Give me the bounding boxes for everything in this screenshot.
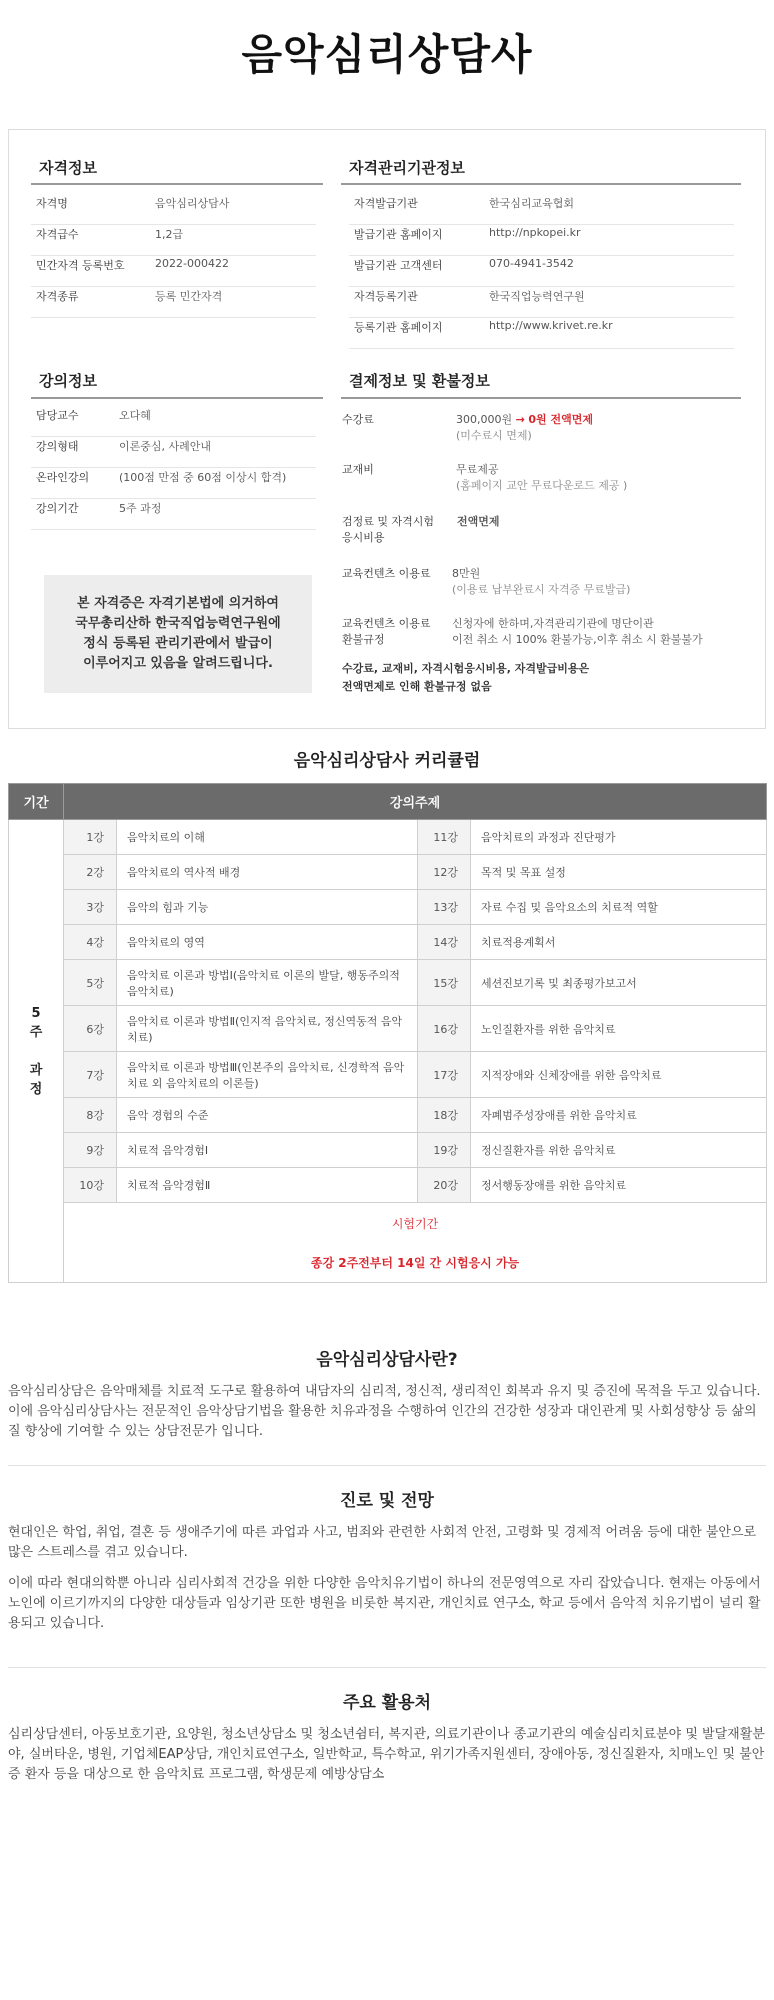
qual-row: 자격급수 1,2급 [31,226,316,256]
fee-original: 300,000원 [456,413,513,426]
refund-row: 교육컨텐츠 이용료 환불규정 신청자에 한하며,자격관리기관에 명단이관 이전 취소 시 100% 환불가능,이후 취소 시 환불불가 [342,617,703,646]
arrow-icon: → [515,413,525,426]
table-row: 10강 치료적 음악경험Ⅱ 20강 정서행동장애를 위한 음악치료 [9,1168,767,1203]
table-row: 9강 치료적 음악경험Ⅰ 19강 정신질환자를 위한 음악치료 [9,1133,767,1168]
qual-row: 자격종류 등록 민간자격 [31,288,316,318]
lecture-row: 강의형태 이론중심, 사례안내 [31,438,316,468]
org-row: 발급기관 고객센터 070-4941-3542 [349,257,734,287]
table-row: 2강 음악치료의 역사적 배경 12강 목적 및 목표 설정 [9,855,767,890]
table-row: 3강 음악의 힘과 기능 13강 자료 수집 및 음악요소의 치료적 역할 [9,890,767,925]
exam-period-row [9,1203,767,1283]
career-text-1: 현대인은 학업, 취업, 결혼 등 생애주기에 따른 과업과 사고, 범죄와 관련한 사회적 안전, 고령화 및 경제적 어려움 등에 대한 불안으로 많은 스트레스를 겪고 있습니다. [8,1525,757,1560]
lecture-info-heading: 강의정보 [39,372,97,390]
exam-fee-row: 검정료 및 자격시험 응시비용 전액면제 [342,515,500,544]
payment-divider [341,397,741,399]
qual-info-heading: 자격정보 [39,159,97,177]
org-info-heading: 자격관리기관정보 [349,159,465,177]
table-row: 5강 음악치료 이론과 방법Ⅰ(음악치료 이론의 발달, 행동주의적 음악치료) 15강 세션진보기록 및 최종평가보고서 [9,960,767,1006]
curriculum-header-row [9,784,767,820]
about-heading: 음악심리상담사란? [316,1350,458,1370]
fee-row: 수강료 300,000원 → 0원 전액면제 (미수료시 면제) [342,413,593,442]
divider [8,1667,766,1668]
content-fee-row: 교육컨텐츠 이용료 8만원 (이용료 납부완료시 자격증 무료발급) [342,567,631,596]
col-period-header: 기간 [9,784,64,820]
material-row: 교재비 무료제공 (홈페이지 교안 무료다운로드 제공 ) [342,463,628,492]
table-row: 8강 음악 경험의 수준 18강 자폐범주성장애를 위한 음악치료 [9,1098,767,1133]
qual-row: 자격명 음악심리상담사 [31,195,316,225]
exam-period-cell [64,1203,767,1283]
lecture-row: 담당교수 오다혜 [31,407,316,437]
divider [8,1465,766,1466]
curriculum-title: 음악심리상담사 커리큘럼 [293,751,481,771]
exam-period-title: 시험기간 [391,1216,439,1231]
fee-free: 0원 전액면제 [528,413,593,426]
org-row: 등록기관 홈페이지 http://www.krivet.re.kr [349,319,734,349]
usage-text: 심리상담센터, 아동보호기관, 요양원, 청소년상담소 및 청소년쉼터, 복지관, 의료기관이나 종교기관의 예술심리치료분야 및 발달재활분야, 실버타운, 병원, 기업체EAP상담, 개인치료연구소, 일반학교, 특수학교, 위기가족지원센터, 장애아동, 정신질환자, 치매노인 및 불안증 환자 등을 대상으로 한 음악치료 프로그램, 학생문제 예방상담소 [8,1727,765,1782]
page-title: 음악심리상담사 [241,30,533,79]
registry-homepage-link[interactable]: http://www.krivet.re.kr [489,319,613,332]
usage-heading: 주요 활용처 [342,1693,432,1713]
org-row: 발급기관 홈페이지 http://npkopei.kr [349,226,734,256]
col-topic-header: 강의주제 [64,784,767,820]
career-heading: 진로 및 전망 [340,1491,434,1511]
org-row: 자격발급기관 한국심리교육협회 [349,195,734,225]
table-row: 6강 음악치료 이론과 방법Ⅱ(인지적 음악치료, 정신역동적 음악치료) 16강 노인질환자를 위한 음악치료 [9,1006,767,1052]
info-box [8,129,766,729]
exam-period-desc: 종강 2주전부터 14일 간 시험응시 가능 [310,1255,520,1270]
period-cell: 5 주 과 정 [9,820,64,1283]
table-row: 7강 음악치료 이론과 방법Ⅲ(인본주의 음악치료, 신경학적 음악치료 외 음악치료의 이론들) 17강 지적장애와 신체장애를 위한 음악치료 [9,1052,767,1098]
qual-row: 민간자격 등록번호 2022-000422 [31,257,316,287]
certification-notice: 본 자격증은 자격기본법에 의거하여 국무총리산하 한국직업능력연구원에 정식 등록된 관리기관에서 발급이 이루어지고 있음을 알려드립니다. [44,575,312,693]
table-row: 5 주 과 정 1강 음악치료의 이해 11강 음악치료의 과정과 진단평가 [9,820,767,855]
org-row: 자격등록기관 한국직업능력연구원 [349,288,734,318]
qual-info-divider [31,183,323,185]
career-text-2: 이에 따라 현대의학뿐 아니라 심리사회적 건강을 위한 다양한 음악치유기법이 하나의 전문영역으로 자리 잡았습니다. 현재는 아동에서 노인에 이르기까지의 다양한 대상들과 임상기관 또한 병원을 비롯한 복지관, 개인치료 연구소, 학교 등에서 음악적 치유기법이 널리 활용되고 있습니다. [8,1576,761,1631]
refund-footer: 수강료, 교재비, 자격시험응시비용, 자격발급비용은 전액면제로 인해 환불규정 없음 [342,662,590,693]
table-row: 4강 음악치료의 영역 14강 치료적용계획서 [9,925,767,960]
lecture-info-divider [31,397,323,399]
org-homepage-link[interactable]: http://npkopei.kr [489,226,581,239]
lecture-row: 온라인강의 (100점 만점 중 60점 이상시 합격) [31,469,316,499]
org-info-divider [341,183,741,185]
about-text: 음악심리상담은 음악매체를 치료적 도구로 활용하여 내담자의 심리적, 정신적, 생리적인 회복과 유지 및 증진에 목적을 두고 있습니다. 이에 음악심리상담사는 전문적인 음악상담기법을 활용한 치유과정을 수행하여 인간의 건강한 성장과 대인관계 및 사회성향상 등 삶의 질 향상에 기여할 수 있는 상담전문가 입니다. [8,1384,761,1439]
curriculum-table [8,783,767,1283]
payment-heading: 결제정보 및 환불정보 [349,372,490,390]
lecture-row: 강의기간 5주 과정 [31,500,316,530]
